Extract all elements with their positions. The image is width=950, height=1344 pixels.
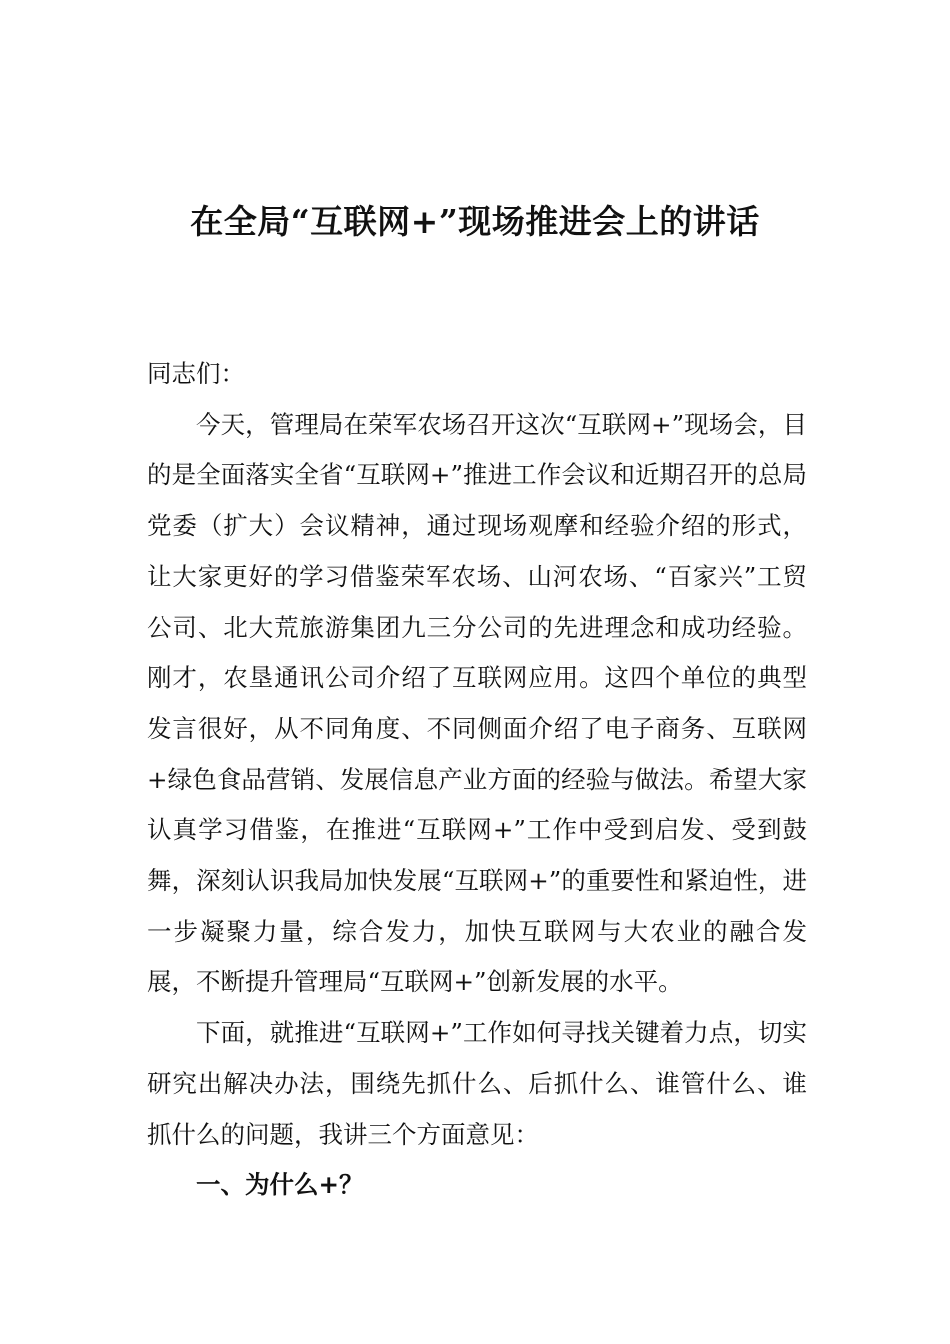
paragraph-intro: 今天，管理局在荣军农场召开这次“互联网+”现场会，目的是全面落实全省“互联网+”推进工作会议和近期召开的总局党委（扩大）会议精神，通过现场观摩和经验介绍的形式，让大家更好的学习借鉴荣军农场、山河农场、“百家兴”工贸公司、北大荒旅游集团九三分公司的先进理念和成功经验。刚才，农垦通讯公司介绍了互联网应用。这四个单位的典型发言很好，从不同角度、不同侧面介绍了电子商务、互联网+绿色食品营销、发展信息产业方面的经验与做法。希望大家认真学习借鉴，在推进“互联网+”工作中受到启发、受到鼓舞，深刻认识我局加快发展“互联网+”的重要性和紧迫性，进一步凝聚力量，综合发力，加快互联网与大农业的融合发展，不断提升管理局“互联网+”创新发展的水平。 [147, 409, 807, 997]
document-title: 在全局“互联网+”现场推进会上的讲话 [190, 202, 760, 241]
document-body [147, 349, 807, 1211]
salutation: 同志们： [147, 359, 245, 388]
paragraph-outline: 下面，就推进“互联网+”工作如何寻找关键着力点，切实研究出解决办法，围绕先抓什么、后抓什么、谁管什么、谁抓什么的问题，我讲三个方面意见： [147, 1018, 807, 1149]
section-heading: 一、为什么+？ [196, 1170, 364, 1200]
